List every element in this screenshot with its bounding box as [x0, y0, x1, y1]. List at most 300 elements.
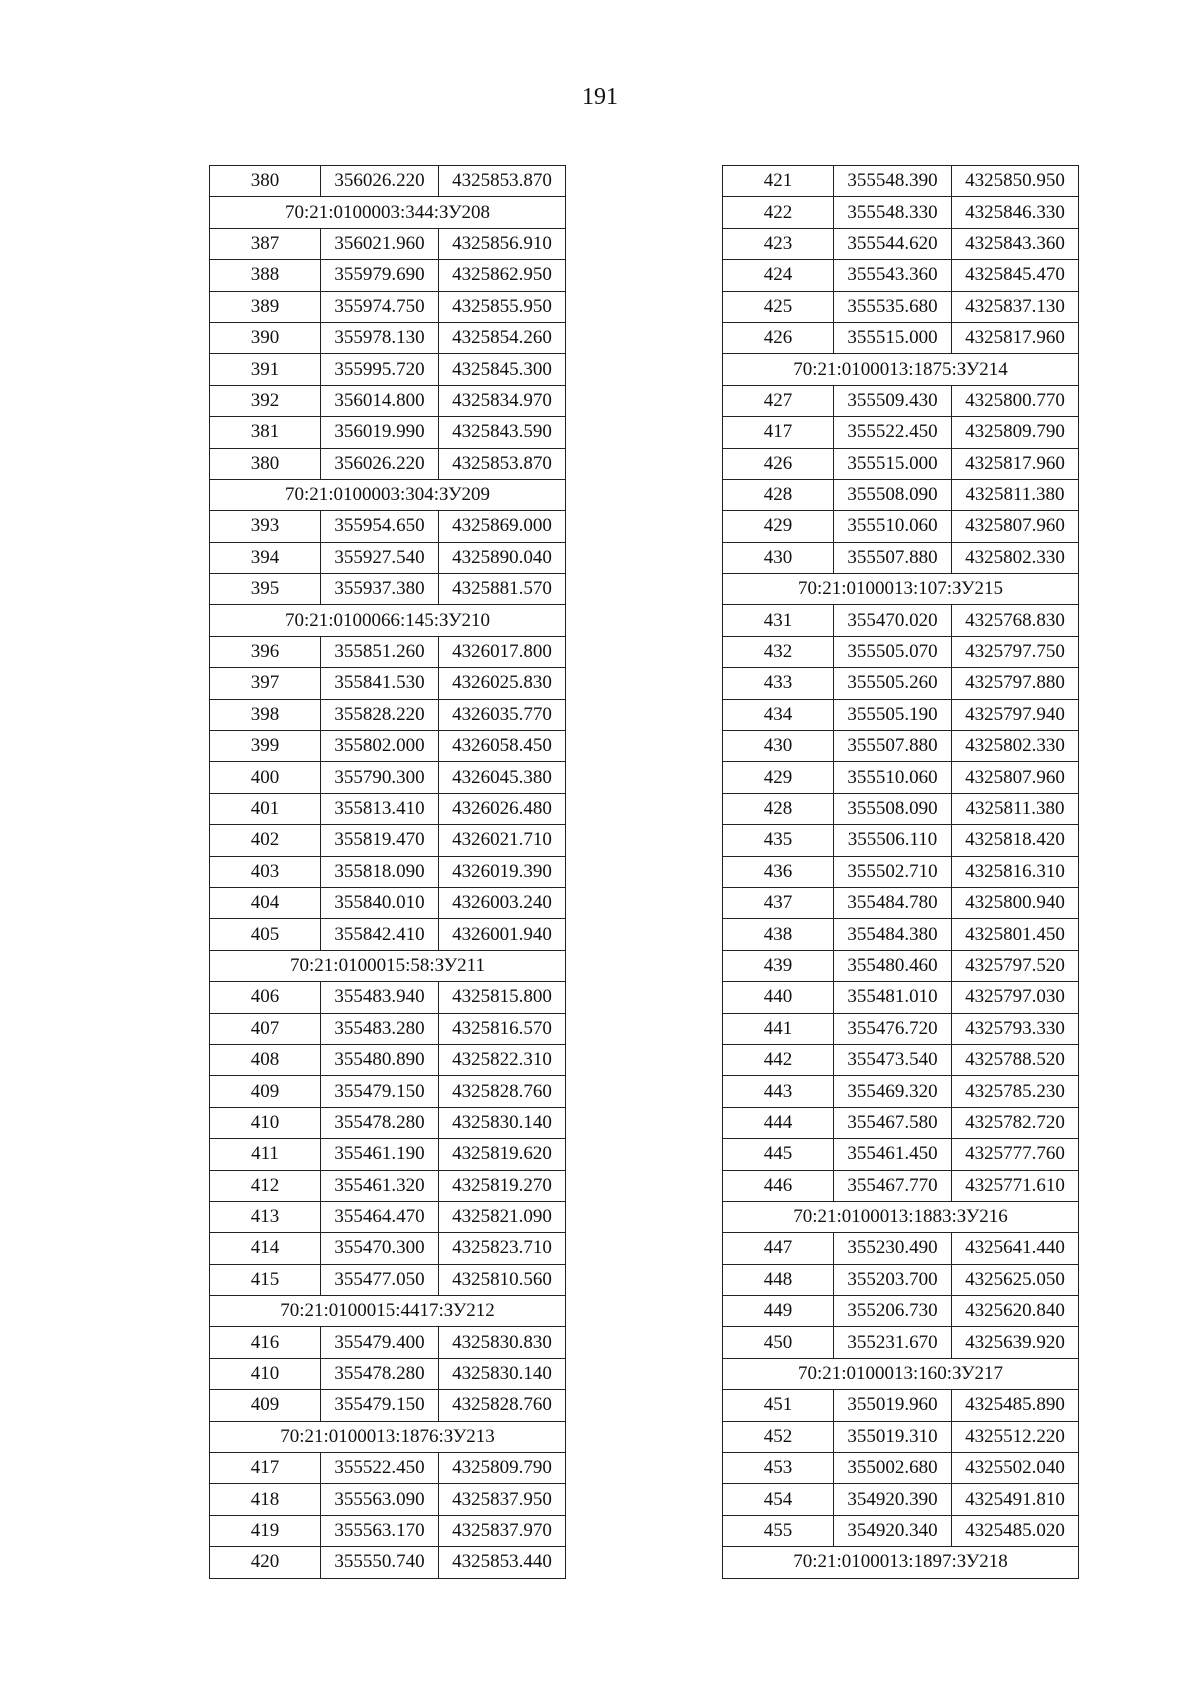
y-coordinate-cell: 4325837.970 — [439, 1515, 566, 1546]
point-number-cell: 402 — [210, 825, 321, 856]
point-number-cell: 443 — [723, 1076, 834, 1107]
x-coordinate-cell: 355203.700 — [834, 1264, 952, 1295]
point-number-cell: 403 — [210, 856, 321, 887]
table-row — [723, 1421, 1079, 1452]
y-coordinate-cell: 4325845.470 — [952, 260, 1079, 291]
y-coordinate-cell: 4325620.840 — [952, 1296, 1079, 1327]
table-row — [723, 793, 1079, 824]
y-coordinate-cell: 4325854.260 — [439, 322, 566, 353]
x-coordinate-cell: 355507.880 — [834, 542, 952, 573]
table-row — [210, 574, 566, 605]
y-coordinate-cell: 4325797.880 — [952, 668, 1079, 699]
point-number-cell: 424 — [723, 260, 834, 291]
point-number-cell: 453 — [723, 1453, 834, 1484]
y-coordinate-cell: 4325856.910 — [439, 228, 566, 259]
x-coordinate-cell: 355002.680 — [834, 1453, 952, 1484]
x-coordinate-cell: 355790.300 — [321, 762, 439, 793]
table-row — [210, 1327, 566, 1358]
section-row — [210, 950, 566, 981]
y-coordinate-cell: 4325837.130 — [952, 291, 1079, 322]
y-coordinate-cell: 4325890.040 — [439, 542, 566, 573]
point-number-cell: 409 — [210, 1076, 321, 1107]
table-row — [210, 511, 566, 542]
y-coordinate-cell: 4325807.960 — [952, 511, 1079, 542]
point-number-cell: 388 — [210, 260, 321, 291]
point-number-cell: 417 — [723, 417, 834, 448]
table-row — [723, 699, 1079, 730]
x-coordinate-cell: 355515.000 — [834, 448, 952, 479]
table-row — [210, 417, 566, 448]
point-number-cell: 442 — [723, 1044, 834, 1075]
cadastral-number-cell: 70:21:0100013:1876:ЗУ213 — [210, 1421, 566, 1452]
x-coordinate-cell: 355508.090 — [834, 479, 952, 510]
table-row — [723, 668, 1079, 699]
point-number-cell: 407 — [210, 1013, 321, 1044]
section-row — [723, 354, 1079, 385]
point-number-cell: 441 — [723, 1013, 834, 1044]
table-row — [723, 762, 1079, 793]
y-coordinate-cell: 4326058.450 — [439, 731, 566, 762]
x-coordinate-cell: 355461.190 — [321, 1139, 439, 1170]
x-coordinate-cell: 355548.390 — [834, 166, 952, 197]
x-coordinate-cell: 355954.650 — [321, 511, 439, 542]
cadastral-number-cell: 70:21:0100013:160:ЗУ217 — [723, 1358, 1079, 1389]
y-coordinate-cell: 4325797.940 — [952, 699, 1079, 730]
point-number-cell: 434 — [723, 699, 834, 730]
x-coordinate-cell: 355461.320 — [321, 1170, 439, 1201]
table-row — [723, 385, 1079, 416]
point-number-cell: 452 — [723, 1421, 834, 1452]
table-row — [210, 166, 566, 197]
point-number-cell: 427 — [723, 385, 834, 416]
point-number-cell: 381 — [210, 417, 321, 448]
point-number-cell: 426 — [723, 448, 834, 479]
table-row — [210, 228, 566, 259]
y-coordinate-cell: 4325797.520 — [952, 950, 1079, 981]
y-coordinate-cell: 4325502.040 — [952, 1453, 1079, 1484]
point-number-cell: 444 — [723, 1107, 834, 1138]
x-coordinate-cell: 355469.320 — [834, 1076, 952, 1107]
point-number-cell: 436 — [723, 856, 834, 887]
point-number-cell: 435 — [723, 825, 834, 856]
point-number-cell: 415 — [210, 1264, 321, 1295]
x-coordinate-cell: 355231.670 — [834, 1327, 952, 1358]
point-number-cell: 412 — [210, 1170, 321, 1201]
table-row — [723, 511, 1079, 542]
cadastral-number-cell: 70:21:0100015:58:ЗУ211 — [210, 950, 566, 981]
y-coordinate-cell: 4325512.220 — [952, 1421, 1079, 1452]
x-coordinate-cell: 355510.060 — [834, 511, 952, 542]
y-coordinate-cell: 4325816.310 — [952, 856, 1079, 887]
table-row — [723, 887, 1079, 918]
point-number-cell: 387 — [210, 228, 321, 259]
x-coordinate-cell: 355478.280 — [321, 1107, 439, 1138]
table-row — [210, 1453, 566, 1484]
y-coordinate-cell: 4325881.570 — [439, 574, 566, 605]
point-number-cell: 451 — [723, 1390, 834, 1421]
point-number-cell: 454 — [723, 1484, 834, 1515]
point-number-cell: 398 — [210, 699, 321, 730]
table-row — [723, 448, 1079, 479]
point-number-cell: 405 — [210, 919, 321, 950]
y-coordinate-cell: 4325828.760 — [439, 1076, 566, 1107]
point-number-cell: 418 — [210, 1484, 321, 1515]
x-coordinate-cell: 355019.310 — [834, 1421, 952, 1452]
x-coordinate-cell: 355505.260 — [834, 668, 952, 699]
section-row — [210, 1296, 566, 1327]
point-number-cell: 446 — [723, 1170, 834, 1201]
table-row — [723, 1327, 1079, 1358]
y-coordinate-cell: 4325855.950 — [439, 291, 566, 322]
point-number-cell: 406 — [210, 982, 321, 1013]
table-row — [723, 260, 1079, 291]
y-coordinate-cell: 4326035.770 — [439, 699, 566, 730]
table-row — [723, 1264, 1079, 1295]
y-coordinate-cell: 4325815.800 — [439, 982, 566, 1013]
table-row — [723, 1296, 1079, 1327]
y-coordinate-cell: 4325837.950 — [439, 1484, 566, 1515]
point-number-cell: 448 — [723, 1264, 834, 1295]
x-coordinate-cell: 355505.190 — [834, 699, 952, 730]
point-number-cell: 423 — [723, 228, 834, 259]
x-coordinate-cell: 355480.890 — [321, 1044, 439, 1075]
point-number-cell: 413 — [210, 1201, 321, 1232]
table-row — [210, 291, 566, 322]
x-coordinate-cell: 354920.340 — [834, 1515, 952, 1546]
x-coordinate-cell: 355937.380 — [321, 574, 439, 605]
x-coordinate-cell: 355461.450 — [834, 1139, 952, 1170]
point-number-cell: 404 — [210, 887, 321, 918]
x-coordinate-cell: 355548.330 — [834, 197, 952, 228]
point-number-cell: 428 — [723, 479, 834, 510]
table-row — [210, 542, 566, 573]
x-coordinate-cell: 355842.410 — [321, 919, 439, 950]
table-row — [723, 1233, 1079, 1264]
y-coordinate-cell: 4325853.870 — [439, 166, 566, 197]
table-row — [210, 322, 566, 353]
x-coordinate-cell: 355563.170 — [321, 1515, 439, 1546]
point-number-cell: 410 — [210, 1358, 321, 1389]
y-coordinate-cell: 4325850.950 — [952, 166, 1079, 197]
table-row — [723, 166, 1079, 197]
point-number-cell: 430 — [723, 731, 834, 762]
x-coordinate-cell: 355484.780 — [834, 887, 952, 918]
coordinates-table-right-body — [723, 166, 1079, 1579]
x-coordinate-cell: 355819.470 — [321, 825, 439, 856]
point-number-cell: 380 — [210, 448, 321, 479]
y-coordinate-cell: 4325811.380 — [952, 793, 1079, 824]
point-number-cell: 429 — [723, 762, 834, 793]
x-coordinate-cell: 355550.740 — [321, 1547, 439, 1578]
x-coordinate-cell: 355535.680 — [834, 291, 952, 322]
x-coordinate-cell: 355206.730 — [834, 1296, 952, 1327]
point-number-cell: 399 — [210, 731, 321, 762]
y-coordinate-cell: 4325819.620 — [439, 1139, 566, 1170]
table-row — [723, 1484, 1079, 1515]
table-row — [210, 1201, 566, 1232]
x-coordinate-cell: 355841.530 — [321, 668, 439, 699]
table-row — [210, 1233, 566, 1264]
section-row — [210, 605, 566, 636]
y-coordinate-cell: 4325809.790 — [952, 417, 1079, 448]
y-coordinate-cell: 4325797.750 — [952, 636, 1079, 667]
point-number-cell: 428 — [723, 793, 834, 824]
x-coordinate-cell: 355479.400 — [321, 1327, 439, 1358]
table-row — [723, 1139, 1079, 1170]
point-number-cell: 401 — [210, 793, 321, 824]
table-row — [723, 636, 1079, 667]
x-coordinate-cell: 355483.940 — [321, 982, 439, 1013]
point-number-cell: 429 — [723, 511, 834, 542]
point-number-cell: 419 — [210, 1515, 321, 1546]
x-coordinate-cell: 355507.880 — [834, 731, 952, 762]
x-coordinate-cell: 355479.150 — [321, 1390, 439, 1421]
point-number-cell: 395 — [210, 574, 321, 605]
y-coordinate-cell: 4325853.440 — [439, 1547, 566, 1578]
y-coordinate-cell: 4325485.890 — [952, 1390, 1079, 1421]
x-coordinate-cell: 355019.960 — [834, 1390, 952, 1421]
x-coordinate-cell: 355470.020 — [834, 605, 952, 636]
point-number-cell: 440 — [723, 982, 834, 1013]
table-row — [723, 322, 1079, 353]
x-coordinate-cell: 355502.710 — [834, 856, 952, 887]
cadastral-number-cell: 70:21:0100013:1897:ЗУ218 — [723, 1547, 1079, 1578]
x-coordinate-cell: 356014.800 — [321, 385, 439, 416]
point-number-cell: 416 — [210, 1327, 321, 1358]
x-coordinate-cell: 355813.410 — [321, 793, 439, 824]
section-row — [723, 1547, 1079, 1578]
y-coordinate-cell: 4325782.720 — [952, 1107, 1079, 1138]
table-row — [723, 228, 1079, 259]
table-row — [723, 479, 1079, 510]
y-coordinate-cell: 4325822.310 — [439, 1044, 566, 1075]
x-coordinate-cell: 355818.090 — [321, 856, 439, 887]
x-coordinate-cell: 355481.010 — [834, 982, 952, 1013]
table-row — [723, 1107, 1079, 1138]
y-coordinate-cell: 4325485.020 — [952, 1515, 1079, 1546]
table-row — [210, 668, 566, 699]
y-coordinate-cell: 4325800.940 — [952, 887, 1079, 918]
x-coordinate-cell: 355464.470 — [321, 1201, 439, 1232]
table-row — [723, 825, 1079, 856]
y-coordinate-cell: 4325845.300 — [439, 354, 566, 385]
y-coordinate-cell: 4325846.330 — [952, 197, 1079, 228]
point-number-cell: 392 — [210, 385, 321, 416]
y-coordinate-cell: 4325819.270 — [439, 1170, 566, 1201]
table-row — [210, 982, 566, 1013]
x-coordinate-cell: 355563.090 — [321, 1484, 439, 1515]
y-coordinate-cell: 4325816.570 — [439, 1013, 566, 1044]
y-coordinate-cell: 4325821.090 — [439, 1201, 566, 1232]
x-coordinate-cell: 355467.770 — [834, 1170, 952, 1201]
table-row — [723, 1170, 1079, 1201]
point-number-cell: 396 — [210, 636, 321, 667]
table-row — [210, 354, 566, 385]
point-number-cell: 431 — [723, 605, 834, 636]
x-coordinate-cell: 355483.280 — [321, 1013, 439, 1044]
section-row — [210, 1421, 566, 1452]
point-number-cell: 417 — [210, 1453, 321, 1484]
y-coordinate-cell: 4325625.050 — [952, 1264, 1079, 1295]
point-number-cell: 426 — [723, 322, 834, 353]
table-row — [723, 731, 1079, 762]
table-row — [723, 919, 1079, 950]
table-row — [210, 793, 566, 824]
point-number-cell: 414 — [210, 1233, 321, 1264]
point-number-cell: 437 — [723, 887, 834, 918]
y-coordinate-cell: 4325491.810 — [952, 1484, 1079, 1515]
table-row — [210, 1107, 566, 1138]
table-row — [723, 1044, 1079, 1075]
point-number-cell: 422 — [723, 197, 834, 228]
x-coordinate-cell: 355828.220 — [321, 699, 439, 730]
y-coordinate-cell: 4325853.870 — [439, 448, 566, 479]
point-number-cell: 394 — [210, 542, 321, 573]
y-coordinate-cell: 4325834.970 — [439, 385, 566, 416]
point-number-cell: 447 — [723, 1233, 834, 1264]
y-coordinate-cell: 4325811.380 — [952, 479, 1079, 510]
y-coordinate-cell: 4326045.380 — [439, 762, 566, 793]
x-coordinate-cell: 354920.390 — [834, 1484, 952, 1515]
coordinates-table-left-body — [210, 166, 566, 1579]
table-row — [210, 699, 566, 730]
x-coordinate-cell: 355477.050 — [321, 1264, 439, 1295]
y-coordinate-cell: 4325641.440 — [952, 1233, 1079, 1264]
point-number-cell: 430 — [723, 542, 834, 573]
cadastral-number-cell: 70:21:0100066:145:ЗУ210 — [210, 605, 566, 636]
table-row — [210, 385, 566, 416]
x-coordinate-cell: 356026.220 — [321, 448, 439, 479]
table-row — [210, 1170, 566, 1201]
x-coordinate-cell: 355802.000 — [321, 731, 439, 762]
table-row — [723, 542, 1079, 573]
y-coordinate-cell: 4325830.830 — [439, 1327, 566, 1358]
table-row — [723, 605, 1079, 636]
point-number-cell: 411 — [210, 1139, 321, 1170]
y-coordinate-cell: 4325777.760 — [952, 1139, 1079, 1170]
y-coordinate-cell: 4326025.830 — [439, 668, 566, 699]
y-coordinate-cell: 4325802.330 — [952, 542, 1079, 573]
section-row — [210, 479, 566, 510]
y-coordinate-cell: 4325801.450 — [952, 919, 1079, 950]
point-number-cell: 409 — [210, 1390, 321, 1421]
point-number-cell: 389 — [210, 291, 321, 322]
y-coordinate-cell: 4326019.390 — [439, 856, 566, 887]
point-number-cell: 425 — [723, 291, 834, 322]
table-row — [210, 731, 566, 762]
point-number-cell: 420 — [210, 1547, 321, 1578]
y-coordinate-cell: 4325830.140 — [439, 1358, 566, 1389]
point-number-cell: 450 — [723, 1327, 834, 1358]
table-row — [723, 1076, 1079, 1107]
y-coordinate-cell: 4325843.590 — [439, 417, 566, 448]
table-row — [723, 982, 1079, 1013]
table-row — [723, 417, 1079, 448]
table-row — [723, 856, 1079, 887]
y-coordinate-cell: 4325797.030 — [952, 982, 1079, 1013]
x-coordinate-cell: 355974.750 — [321, 291, 439, 322]
y-coordinate-cell: 4325869.000 — [439, 511, 566, 542]
x-coordinate-cell: 355978.130 — [321, 322, 439, 353]
table-row — [210, 1484, 566, 1515]
point-number-cell: 455 — [723, 1515, 834, 1546]
point-number-cell: 445 — [723, 1139, 834, 1170]
y-coordinate-cell: 4325818.420 — [952, 825, 1079, 856]
y-coordinate-cell: 4325807.960 — [952, 762, 1079, 793]
point-number-cell: 439 — [723, 950, 834, 981]
y-coordinate-cell: 4325800.770 — [952, 385, 1079, 416]
coordinates-table-right — [722, 165, 1079, 1579]
cadastral-number-cell: 70:21:0100013:1875:ЗУ214 — [723, 354, 1079, 385]
x-coordinate-cell: 355509.430 — [834, 385, 952, 416]
y-coordinate-cell: 4326021.710 — [439, 825, 566, 856]
table-row — [210, 919, 566, 950]
y-coordinate-cell: 4325793.330 — [952, 1013, 1079, 1044]
y-coordinate-cell: 4325810.560 — [439, 1264, 566, 1295]
x-coordinate-cell: 355851.260 — [321, 636, 439, 667]
coordinates-table-left — [209, 165, 566, 1579]
x-coordinate-cell: 355927.540 — [321, 542, 439, 573]
table-row — [210, 856, 566, 887]
table-row — [210, 1044, 566, 1075]
table-row — [210, 448, 566, 479]
x-coordinate-cell: 355470.300 — [321, 1233, 439, 1264]
x-coordinate-cell: 355230.490 — [834, 1233, 952, 1264]
point-number-cell: 380 — [210, 166, 321, 197]
y-coordinate-cell: 4326026.480 — [439, 793, 566, 824]
y-coordinate-cell: 4325823.710 — [439, 1233, 566, 1264]
point-number-cell: 397 — [210, 668, 321, 699]
y-coordinate-cell: 4325843.360 — [952, 228, 1079, 259]
table-row — [723, 197, 1079, 228]
page-number: 191 — [582, 84, 618, 110]
section-row — [723, 1201, 1079, 1232]
y-coordinate-cell: 4325830.140 — [439, 1107, 566, 1138]
x-coordinate-cell: 355510.060 — [834, 762, 952, 793]
x-coordinate-cell: 355473.540 — [834, 1044, 952, 1075]
table-row — [210, 1013, 566, 1044]
x-coordinate-cell: 355995.720 — [321, 354, 439, 385]
table-row — [723, 1013, 1079, 1044]
x-coordinate-cell: 355467.580 — [834, 1107, 952, 1138]
y-coordinate-cell: 4325817.960 — [952, 322, 1079, 353]
cadastral-number-cell: 70:21:0100015:4417:ЗУ212 — [210, 1296, 566, 1327]
table-row — [210, 1515, 566, 1546]
point-number-cell: 408 — [210, 1044, 321, 1075]
table-row — [210, 887, 566, 918]
x-coordinate-cell: 355522.450 — [834, 417, 952, 448]
table-row — [210, 1390, 566, 1421]
point-number-cell: 449 — [723, 1296, 834, 1327]
x-coordinate-cell: 355515.000 — [834, 322, 952, 353]
point-number-cell: 433 — [723, 668, 834, 699]
table-row — [210, 636, 566, 667]
table-row — [210, 1139, 566, 1170]
y-coordinate-cell: 4325788.520 — [952, 1044, 1079, 1075]
y-coordinate-cell: 4326017.800 — [439, 636, 566, 667]
section-row — [210, 197, 566, 228]
y-coordinate-cell: 4325828.760 — [439, 1390, 566, 1421]
point-number-cell: 393 — [210, 511, 321, 542]
table-row — [723, 291, 1079, 322]
x-coordinate-cell: 355480.460 — [834, 950, 952, 981]
x-coordinate-cell: 356021.960 — [321, 228, 439, 259]
y-coordinate-cell: 4325817.960 — [952, 448, 1079, 479]
x-coordinate-cell: 355840.010 — [321, 887, 439, 918]
table-row — [210, 762, 566, 793]
cadastral-number-cell: 70:21:0100013:1883:ЗУ216 — [723, 1201, 1079, 1232]
y-coordinate-cell: 4325639.920 — [952, 1327, 1079, 1358]
